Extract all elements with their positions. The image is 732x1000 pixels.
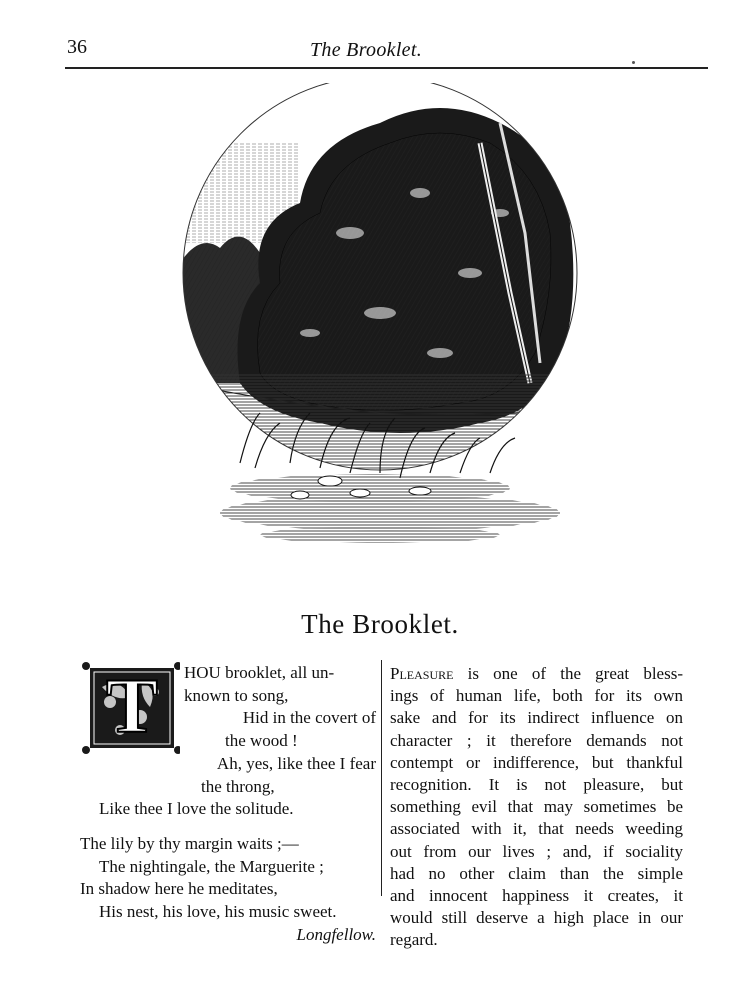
poem-line: Like thee I love the solitude. (99, 799, 294, 819)
essay-line: regard. (390, 930, 438, 950)
essay-line: out from our lives ; and, if sociality (390, 841, 683, 861)
column-divider (381, 660, 382, 896)
essay-line: Pleasure is one of the great bless- (390, 664, 683, 683)
poem-line: known to song, (184, 685, 289, 705)
essay-line: associated with it, that needs weeding (390, 819, 683, 839)
header-rule (65, 67, 708, 69)
essay-lead-word: Pleasure (390, 664, 454, 683)
essay-line: character ; it therefore demands not (390, 730, 683, 750)
page-title: The Brooklet. (301, 609, 459, 639)
poem-column (80, 662, 376, 946)
essay-line: contempt or indifference, but thankful (390, 752, 683, 772)
essay-line: recognition. It is not pleasure, but (390, 775, 683, 795)
poem-line: In shadow here he meditates, (80, 879, 278, 899)
essay-line: ings of human life, both for its own (390, 686, 683, 706)
poem-line: the wood ! (225, 731, 298, 751)
page-number: 36 (67, 36, 87, 58)
poem-line: HOU brooklet, all un- (184, 663, 335, 682)
brooklet-illustration (180, 83, 580, 553)
essay-line: something evil that may sometimes be (390, 797, 683, 817)
rule-dot (632, 61, 635, 64)
poem-line: Hid in the covert of (242, 708, 376, 728)
poem-line: the throng, (201, 776, 275, 796)
poem-line: The lily by thy margin waits ;— (80, 833, 299, 853)
essay-line: sake and for its indirect influence on (390, 708, 683, 728)
essay-line: would still deserve a high place in our (390, 908, 683, 928)
essay-line: and innocent happiness it creates, it (390, 886, 683, 906)
poem-attribution: Longfellow. (296, 924, 376, 944)
poem-line: His nest, his love, his music sweet. (99, 902, 337, 922)
poem-line: The nightingale, the Marguerite ; (99, 856, 324, 876)
svg-text:T: T (105, 662, 159, 749)
essay-column (390, 663, 683, 952)
running-head: The Brooklet. (309, 39, 423, 61)
poem-line: Ah, yes, like thee I fear (216, 753, 376, 773)
essay-line: had no other claim than the simple (390, 863, 683, 883)
